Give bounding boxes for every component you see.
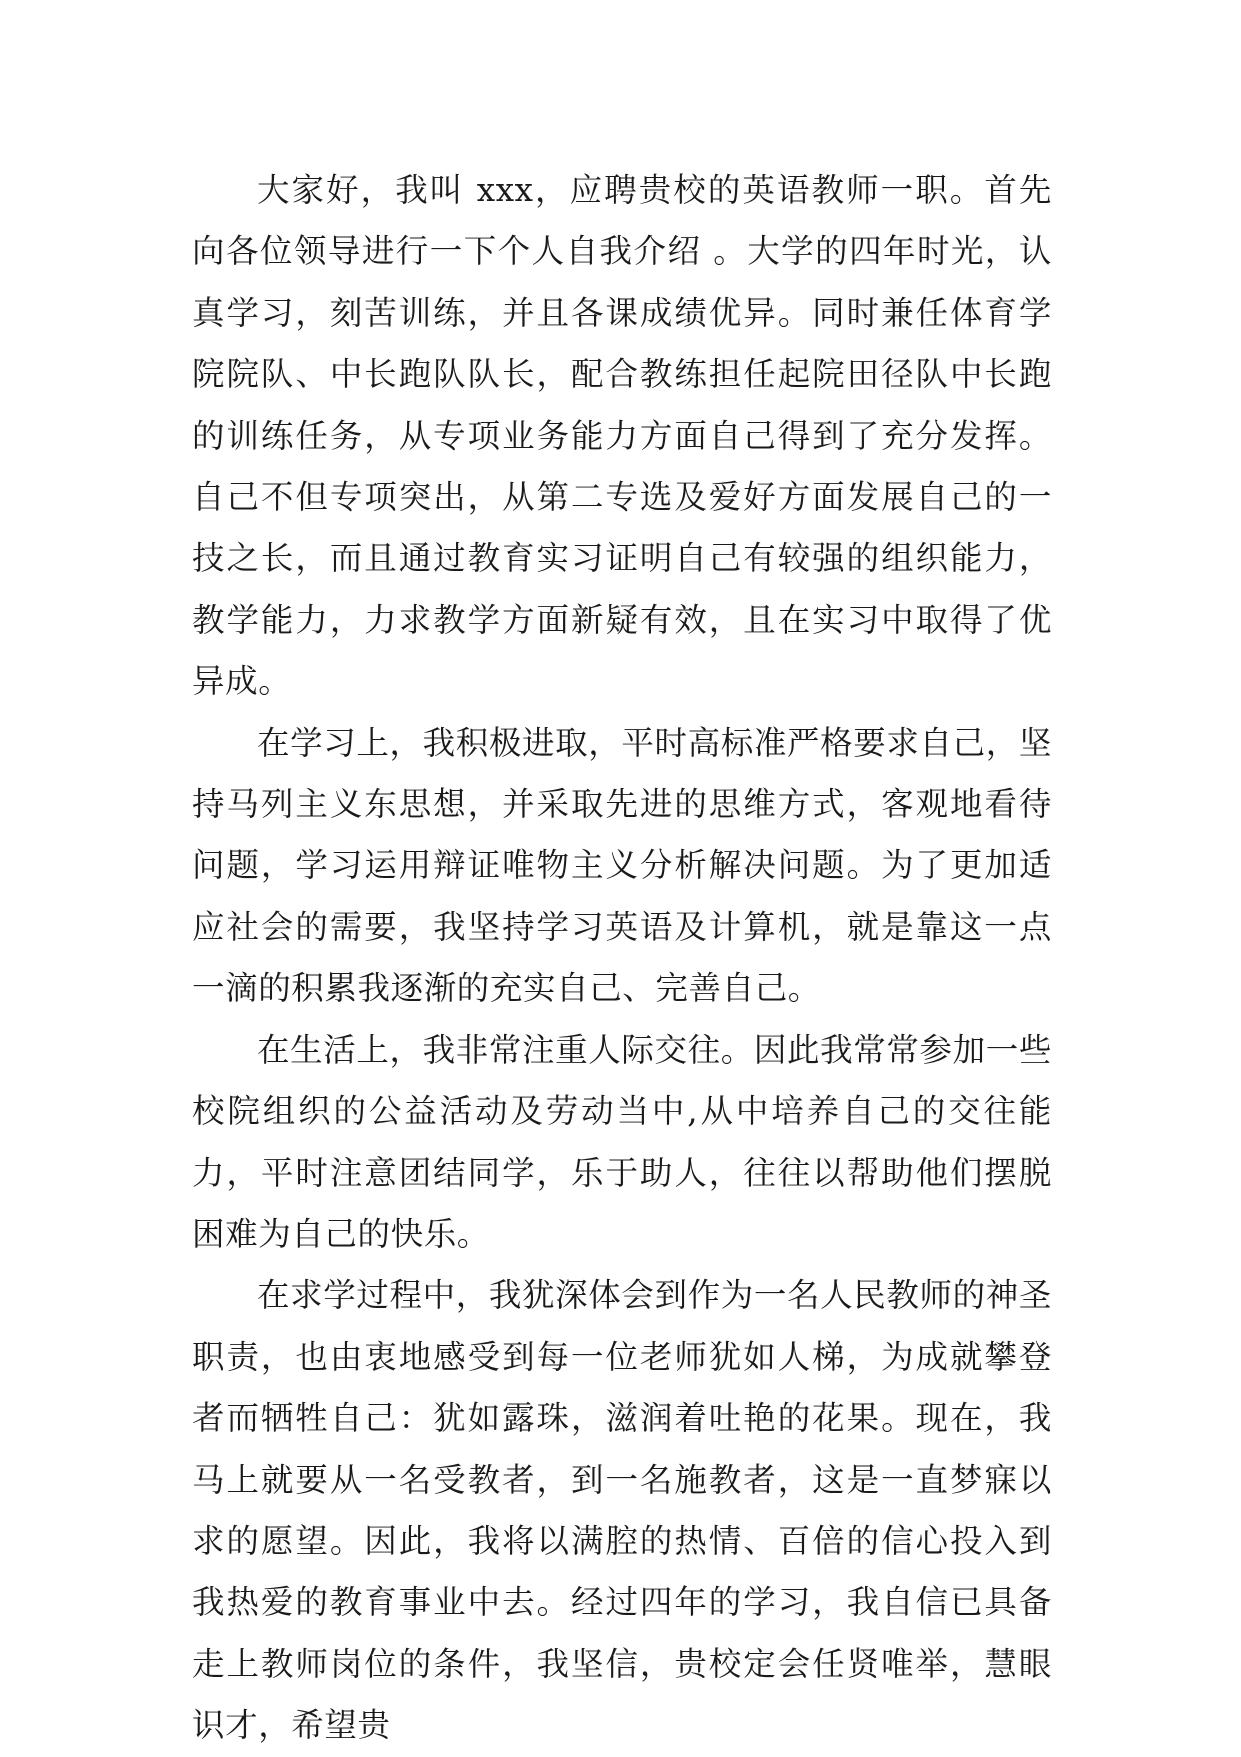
paragraph-study: 在学习上，我积极进取，平时高标准严格要求自己，坚持马列主义东思想，并采取先进的思维方式，客观地看待问题，学习运用辩证唯物主义分析解决问题。为了更加适应社会的需要，我坚持学习英语及计算机，就是靠这一点一滴的积累我逐渐的充实自己、完善自己。 (192, 723, 1052, 1008)
paragraph-life: 在生活上，我非常注重人际交往。因此我常常参加一些校院组织的公益活动及劳动当中,从中培养自己的交往能力，平时注意团结同学，乐于助人，往往以帮助他们摆脱困难为自己的快乐。 (192, 1030, 1052, 1253)
paragraph-aspiration: 在求学过程中，我犹深体会到作为一名人民教师的神圣职责，也由衷地感受到每一位老师犹如人梯，为成就攀登者而牺牲自己：犹如露珠，滋润着吐艳的花果。现在，我马上就要从一名受教者，到一名施教者，这是一直梦寐以求的愿望。因此，我将以满腔的热情、百倍的信心投入到我热爱的教育事业中去。经过四年的学习，我自信已具备走上教师岗位的条件，我坚信，贵校定会任贤唯举，慧眼识才，希望贵 (192, 1276, 1052, 1745)
paragraph-self-introduction: 大家好，我叫 xxx，应聘贵校的英语教师一职。首先向各位领导进行一下个人自我介绍 。大学的四年时光，认真学习，刻苦训练，并且各课成绩优异。同时兼任体育学院院队、中长跑队队长，配合教练担任起院田径队中长跑的训练任务，从专项业务能力方面自己得到了充分发挥。自己不但专项突出，从第二专选及爱好方面发展自己的一技之长，而且通过教育实习证明自己有较强的组织能力，教学能力，力求教学方面新疑有效，且在实习中取得了优异成。 (192, 171, 1052, 701)
document-body (192, 160, 1052, 1757)
